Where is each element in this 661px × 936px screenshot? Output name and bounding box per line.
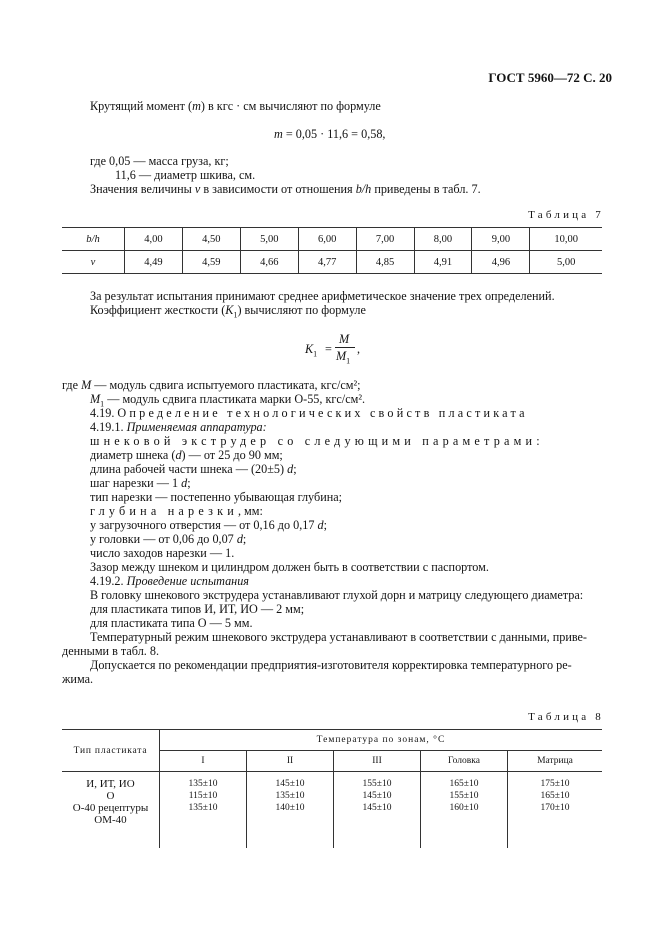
table8-zone-values [421, 772, 508, 849]
torque-where-line: где 0,05 — масса груза, кг; [90, 154, 229, 168]
table8-value: 160±10 [449, 803, 479, 813]
table7-label: b/h [62, 228, 125, 251]
table7-cell: 4,85 [356, 251, 414, 274]
table8-types [62, 772, 160, 849]
table7-cell: 10,00 [530, 228, 602, 251]
table8-zone: III [334, 751, 421, 772]
table7-cell: 4,49 [125, 251, 183, 274]
table7-cell: 4,59 [182, 251, 240, 274]
values-intro: Значения величины v в зависимости от отношения b/h приведены в табл. 7. [90, 182, 481, 196]
table8-zone: Матрица [508, 751, 603, 772]
torque-where-line: 11,6 — диаметр шкива, см. [115, 168, 256, 182]
table8-value: 155±10 [362, 779, 392, 789]
section-heading: 4.19. Определение технологических свойств пластиката [90, 406, 528, 420]
table7-row [62, 228, 602, 251]
table7-cell: 6,00 [298, 228, 356, 251]
coef-formula: $K_1$ = M $M_1$ , [305, 332, 361, 366]
table8-caption: Таблица 8 [528, 711, 604, 723]
coef-intro: Коэффициент жесткости $(K_1)$ вычисляют по формуле [90, 303, 366, 320]
section-heading: 4.19.1. Применяемая аппаратура: [90, 420, 267, 434]
extruder-params: шнековой экструдер со следующими параметрами: [90, 434, 544, 448]
table7-cell: 4,50 [182, 228, 240, 251]
table7-cell: 4,91 [414, 251, 472, 274]
table8-value: 115±10 [188, 791, 218, 801]
table7-cell: 7,00 [356, 228, 414, 251]
result-text: За результат испытания принимают среднее арифметическое значение трех определений. [90, 289, 555, 303]
type-label: О [106, 790, 115, 802]
table8-zone: II [247, 751, 334, 772]
table8-value: 135±10 [188, 803, 218, 813]
table7-cell: 5,00 [530, 251, 602, 274]
param-line: длина рабочей части шнека — (20±5) d; [90, 462, 297, 476]
table7-caption: Таблица 7 [528, 209, 604, 221]
param-line: число заходов нарезки — 1. [90, 546, 235, 560]
param-line: у головки — от 0,06 до 0,07 d; [90, 532, 247, 546]
table8-value: 165±10 [540, 791, 570, 801]
param-line: тип нарезки — постепенно убывающая глубина; [90, 490, 343, 504]
adjust-text: жима. [62, 672, 94, 686]
param-line: диаметр шнека (d) — от 25 до 90 мм; [90, 448, 283, 462]
table8-zone-values [160, 772, 247, 849]
gap-text: Зазор между шнеком и цилиндром должен быть в соответствии с паспортом. [90, 560, 489, 574]
temp-text: Температурный режим шнекового экструдера устанавливают в соответствии с данными, приве- [90, 630, 587, 644]
param-line: глубина нарезки, мм: [90, 504, 263, 518]
table8-value: 135±10 [188, 779, 218, 789]
table8-value: 145±10 [362, 791, 392, 801]
table7-cell: 4,66 [240, 251, 298, 274]
table8-value: 175±10 [540, 779, 570, 789]
head-text: В головку шнекового экструдера устанавливают глухой дорн и матрицу следующего диаметра: [90, 588, 584, 602]
table8-zone-values [334, 772, 421, 849]
table8 [62, 729, 602, 848]
coef-where-line: $M_1$ — модуль сдвига пластиката марки О-55, кгс/см². [90, 392, 366, 409]
table8-zone-values [508, 772, 603, 849]
type-label: ОМ-40 [94, 814, 127, 826]
table7-label: v [62, 251, 125, 274]
table7-row [62, 251, 602, 274]
torque-intro: Крутящий момент (m) в кгс · см вычисляют по формуле [90, 99, 381, 113]
coef-where-line: где M — модуль сдвига испытуемого пластиката, кгс/см²; [62, 378, 361, 392]
table7-cell: 4,96 [472, 251, 530, 274]
table7-cell: 8,00 [414, 228, 472, 251]
param-line: у загрузочного отверстия — от 0,16 до 0,17 d; [90, 518, 327, 532]
table8-row [62, 772, 602, 849]
table8-col-temp: Температура по зонам, °С [160, 730, 603, 751]
table7-cell: 4,77 [298, 251, 356, 274]
page-header: ГОСТ 5960—72 С. 20 [488, 70, 612, 85]
adjust-text: Допускается по рекомендации предприятия-изготовителя корректировка температурного ре- [90, 658, 572, 672]
types-line: для пластиката типов И, ИТ, ИО — 2 мм; [90, 602, 305, 616]
table7 [62, 227, 602, 274]
param-line: шаг нарезки — 1 d; [90, 476, 191, 490]
table8-value: 145±10 [362, 803, 392, 813]
temp-text: денными в табл. 8. [62, 644, 160, 658]
type-label: О-40 рецептуры [72, 802, 149, 814]
table8-value: 165±10 [449, 779, 479, 789]
table8-value: 145±10 [275, 779, 305, 789]
table7-cell: 9,00 [472, 228, 530, 251]
type-label: И, ИТ, ИО [86, 778, 135, 790]
table8-zone: Головка [421, 751, 508, 772]
table8-value: 170±10 [540, 803, 570, 813]
table8-value: 155±10 [449, 791, 479, 801]
table8-zone-values [247, 772, 334, 849]
section-heading: 4.19.2. Проведение испытания [90, 574, 249, 588]
types-line: для пластиката типа О — 5 мм. [90, 616, 253, 630]
table8-col-type: Тип пластиката [62, 730, 160, 772]
torque-formula: m = 0,05 · 11,6 = 0,58, [274, 127, 386, 141]
table8-header-row [62, 730, 602, 751]
table8-value: 140±10 [275, 803, 305, 813]
table8-zone: I [160, 751, 247, 772]
table7-cell: 5,00 [240, 228, 298, 251]
table7-cell: 4,00 [125, 228, 183, 251]
table8-value: 135±10 [275, 791, 305, 801]
